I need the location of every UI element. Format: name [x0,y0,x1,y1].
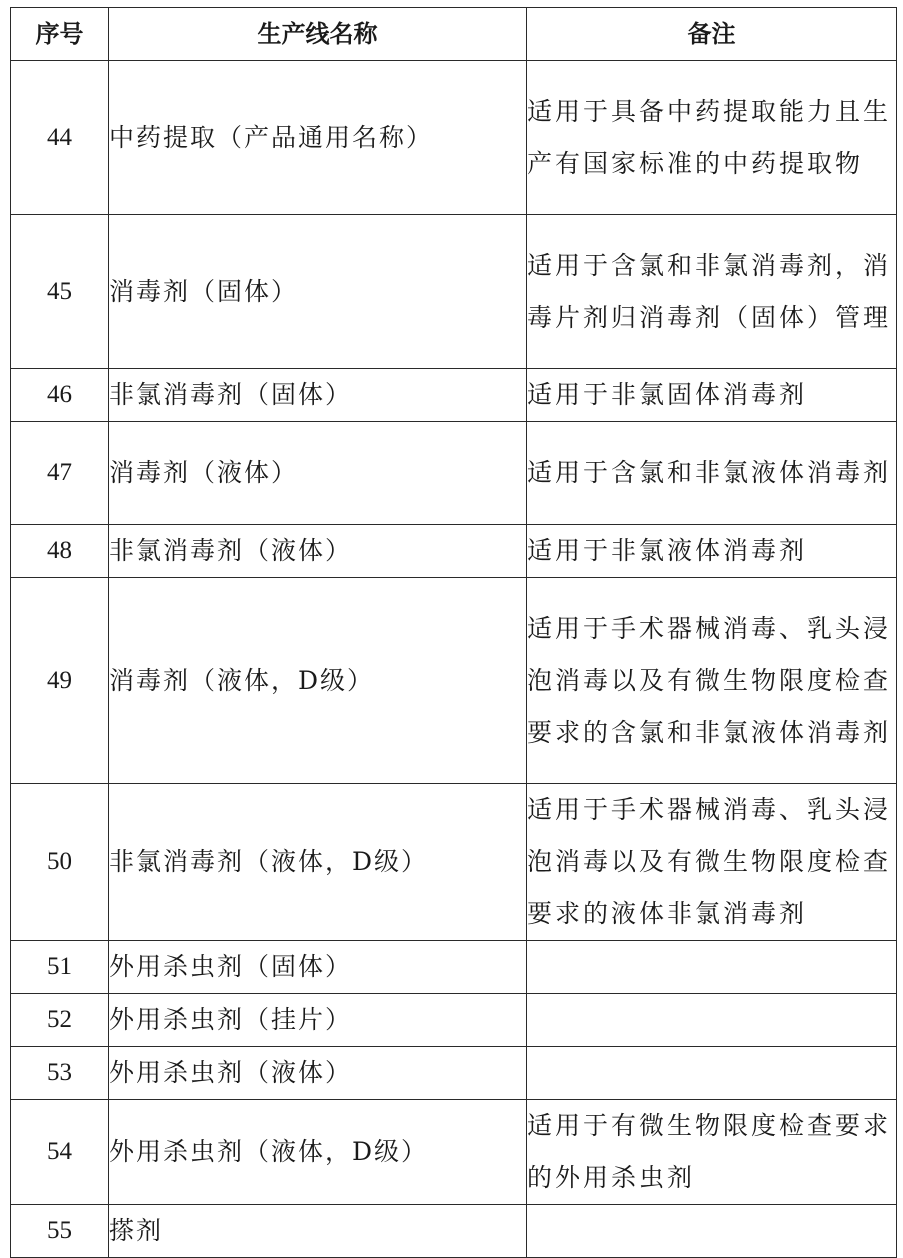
note-cell [527,1047,897,1100]
table-row [11,994,897,1047]
table-header-row [11,8,897,61]
table-row [11,422,897,525]
name-cell: 外用杀虫剂（挂片） [109,994,527,1047]
name-cell: 外用杀虫剂（液体） [109,1047,527,1100]
header-note: 备注 [527,8,897,61]
seq-cell: 47 [11,422,109,525]
table-row [11,525,897,578]
name-cell: 中药提取（产品通用名称） [109,61,527,215]
note-cell [527,1205,897,1258]
note-cell: 适用于非氯固体消毒剂 [527,369,897,422]
seq-cell: 45 [11,215,109,369]
seq-cell: 51 [11,941,109,994]
name-cell: 非氯消毒剂（液体，D级） [109,784,527,941]
production-line-table [10,7,897,1258]
header-seq: 序号 [11,8,109,61]
name-cell: 搽剂 [109,1205,527,1258]
name-cell: 消毒剂（液体，D级） [109,578,527,784]
note-cell: 适用于非氯液体消毒剂 [527,525,897,578]
seq-cell: 53 [11,1047,109,1100]
name-cell: 非氯消毒剂（固体） [109,369,527,422]
note-cell: 适用于具备中药提取能力且生产有国家标准的中药提取物 [527,61,897,215]
table-row [11,941,897,994]
note-cell [527,994,897,1047]
note-cell: 适用于手术器械消毒、乳头浸泡消毒以及有微生物限度检查要求的液体非氯消毒剂 [527,784,897,941]
seq-cell: 46 [11,369,109,422]
seq-cell: 55 [11,1205,109,1258]
table-row [11,1205,897,1258]
table-row [11,784,897,941]
seq-cell: 49 [11,578,109,784]
note-cell [527,941,897,994]
note-cell: 适用于手术器械消毒、乳头浸泡消毒以及有微生物限度检查要求的含氯和非氯液体消毒剂 [527,578,897,784]
name-cell: 消毒剂（液体） [109,422,527,525]
name-cell: 外用杀虫剂（液体，D级） [109,1100,527,1205]
table-row [11,369,897,422]
note-cell: 适用于有微生物限度检查要求的外用杀虫剂 [527,1100,897,1205]
note-cell: 适用于含氯和非氯消毒剂，消毒片剂归消毒剂（固体）管理 [527,215,897,369]
seq-cell: 48 [11,525,109,578]
table-row [11,1047,897,1100]
seq-cell: 54 [11,1100,109,1205]
note-cell: 适用于含氯和非氯液体消毒剂 [527,422,897,525]
name-cell: 外用杀虫剂（固体） [109,941,527,994]
name-cell: 非氯消毒剂（液体） [109,525,527,578]
table-row [11,578,897,784]
table-row [11,61,897,215]
seq-cell: 52 [11,994,109,1047]
table-row [11,1100,897,1205]
seq-cell: 44 [11,61,109,215]
name-cell: 消毒剂（固体） [109,215,527,369]
table-row [11,215,897,369]
header-name: 生产线名称 [109,8,527,61]
seq-cell: 50 [11,784,109,941]
